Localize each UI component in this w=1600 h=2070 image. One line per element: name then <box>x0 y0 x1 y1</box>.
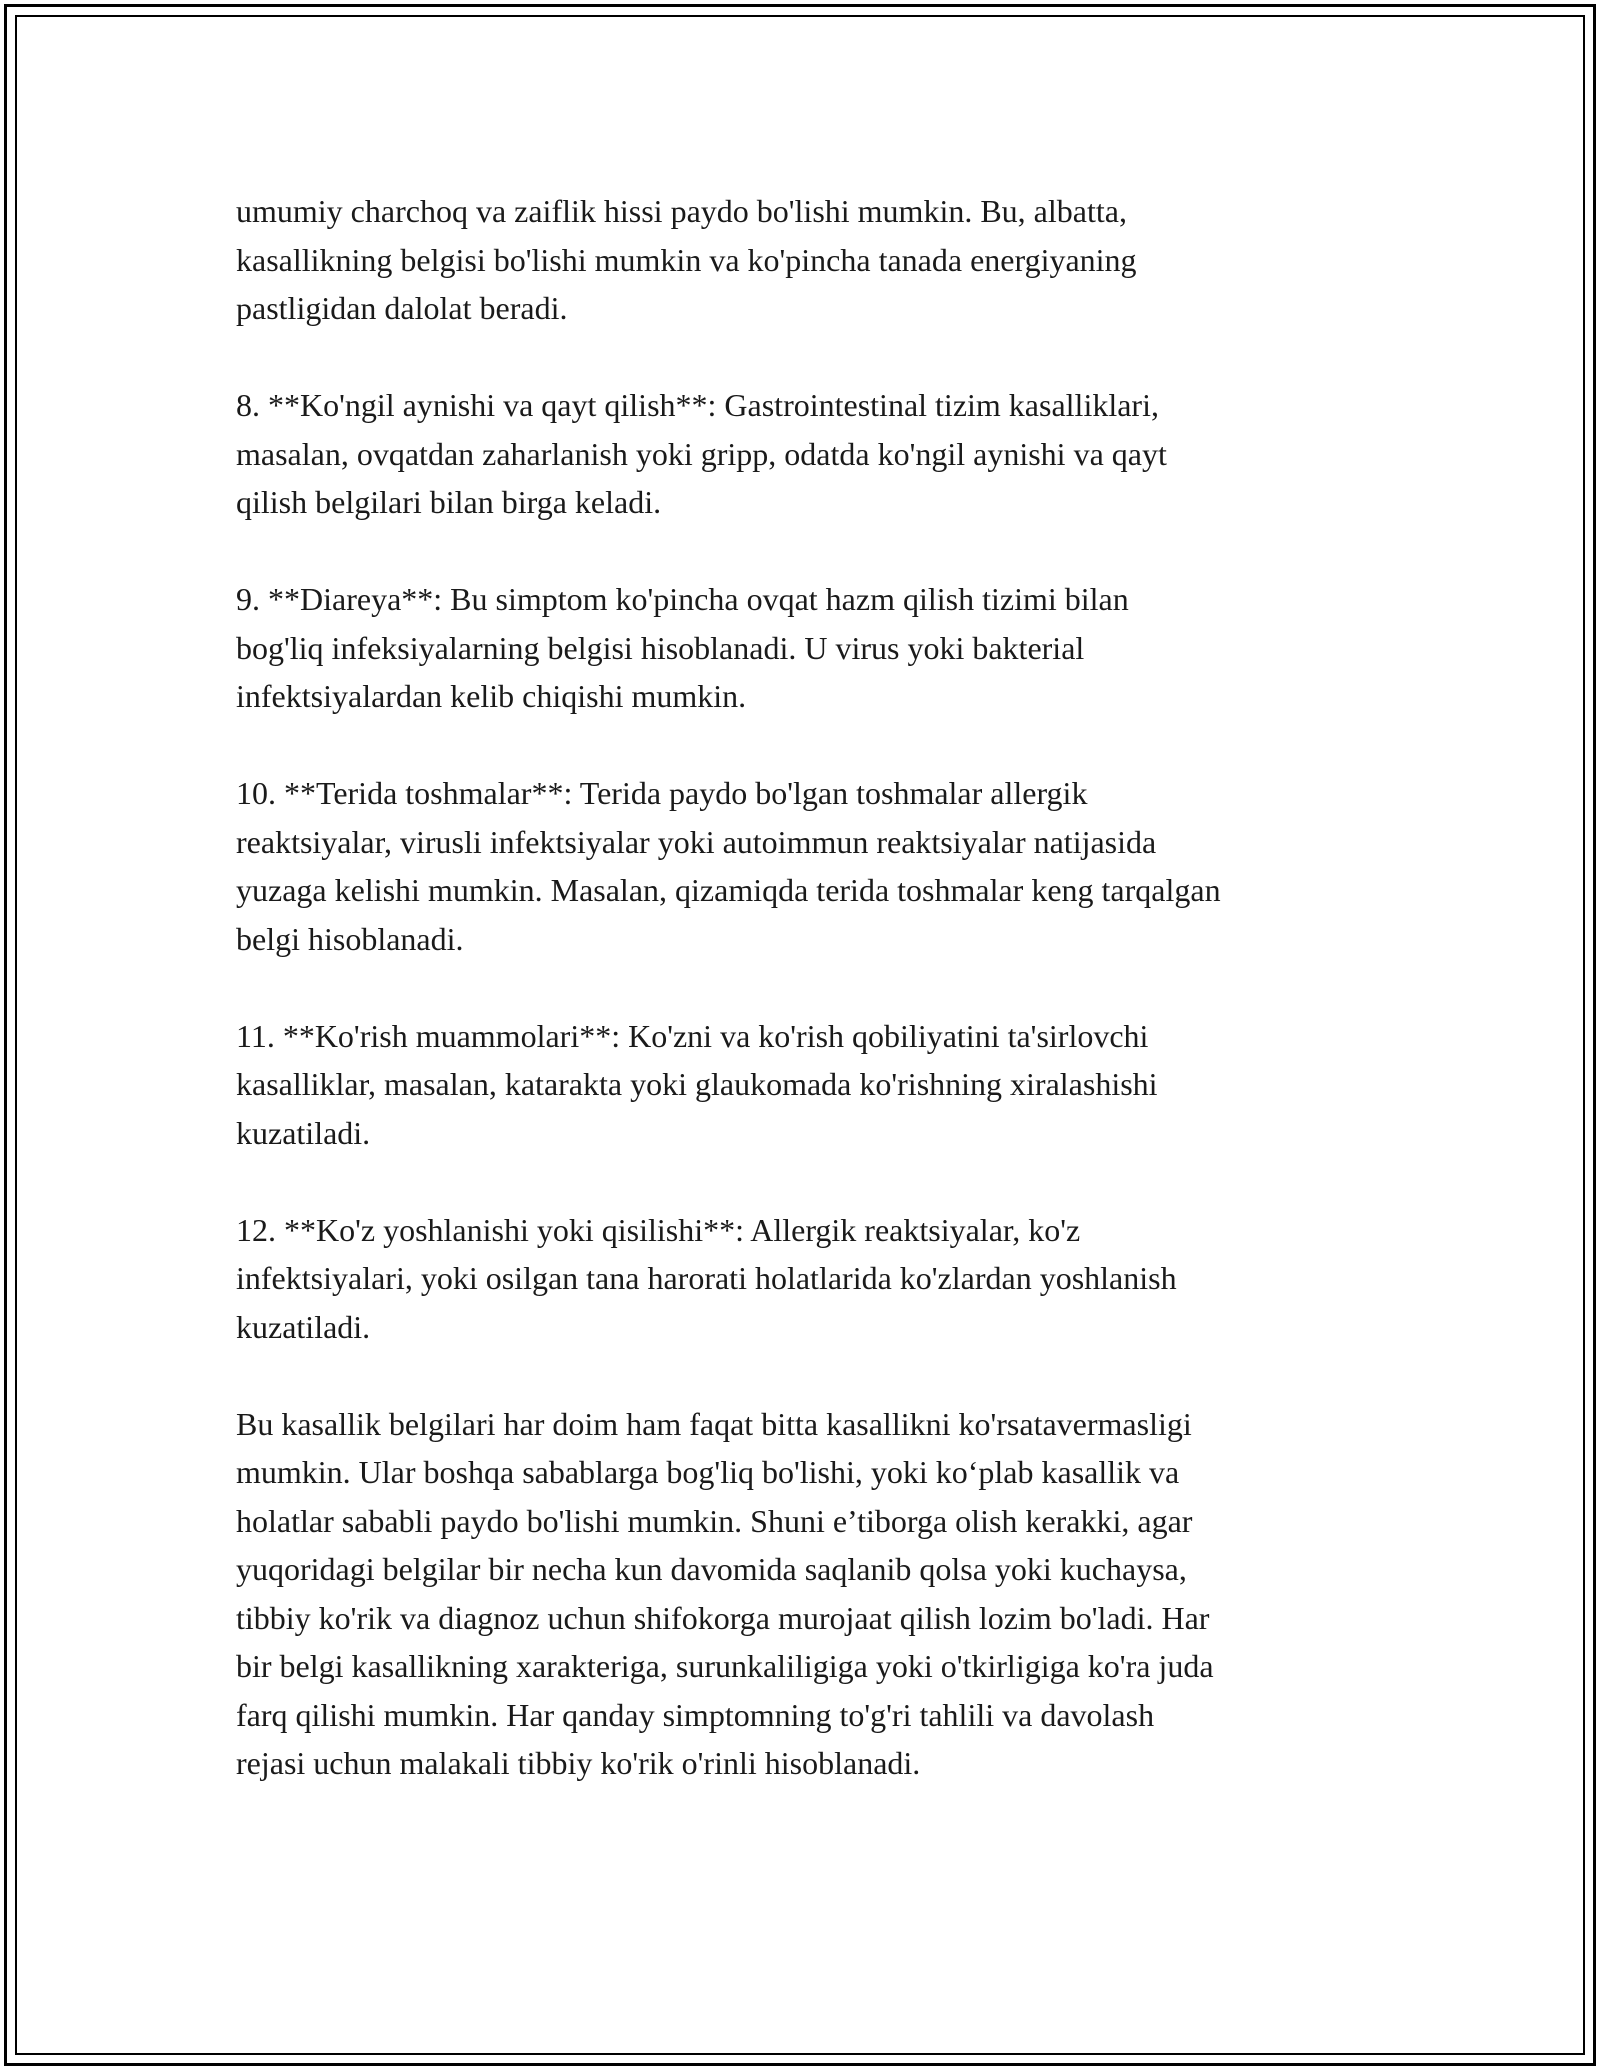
list-item-9-diarrhea: 9. **Diareya**: Bu simptom ko'pincha ovqat hazm qilish tizimi bilan bog'liq infeksiyalarning belgisi hisoblanadi. U virus yoki bakterial infektsiyalardan kelib chiqishi mumkin. <box>236 581 1129 714</box>
list-item-12-eye-watering: 12. **Ko'z yoshlanishi yoki qisilishi**: Allergik reaktsiyalar, ko'z infektsiyalari, yoki osilgan tana harorati holatlarida ko'zlardan yoshlanish kuzatiladi. <box>236 1211 1177 1345</box>
document-body <box>236 187 1376 1836</box>
list-item-8-nausea: 8. **Ko'ngil aynishi va qayt qilish**: Gastrointestinal tizim kasalliklari, masalan, ovqatdan zaharlanish yoki gripp, odatda ko'ngil aynishi va qayt qilish belgilari bilan birga keladi. <box>236 387 1167 520</box>
list-item-11-vision-problems: 11. **Ko'rish muammolari**: Ko'zni va ko'rish qobiliyatini ta'sirlovchi kasalliklar, masalan, katarakta yoki glaukomada ko'rishning xiralashishi kuzatiladi. <box>236 1017 1158 1151</box>
paragraph-intro-continuation: umumiy charchoq va zaiflik hissi paydo bo'lishi mumkin. Bu, albatta, kasallikning belgisi bo'lishi mumkin va ko'pincha tanada energiyaning pastligidan dalolat beradi. <box>236 193 1137 326</box>
paragraph-conclusion: Bu kasallik belgilari har doim ham faqat bitta kasallikni ko'rsatavermasligi mumkin. Ular boshqa sabablarga bog'liq bo'lishi, yoki ko‘plab kasallik va holatlar sababli paydo bo'lishi mumkin. Shuni e’tiborga olish kerakki, agar yuqoridagi belgilar bir necha kun davomida saqlanib qolsa yoki kuchaysa, tibbiy ko'rik va diagnoz uchun shifokorga murojaat qilish lozim bo'ladi. Har bir belgi kasallikning xarakteriga, surunkaliligiga yoki o'tkirligiga ko'ra juda farq qilishi mumkin. Har qanday simptomning to'g'ri tahlili va davolash rejasi uchun malakali tibbiy ko'rik o'rinli hisoblanadi. <box>236 1405 1214 1781</box>
list-item-10-skin-rash: 10. **Terida toshmalar**: Terida paydo bo'lgan toshmalar allergik reaktsiyalar, virusli infektsiyalar yoki autoimmun reaktsiyalar natijasida yuzaga kelishi mumkin. Masalan, qizamiqda terida toshmalar keng tarqalgan belgi hisoblanadi. <box>236 775 1221 957</box>
